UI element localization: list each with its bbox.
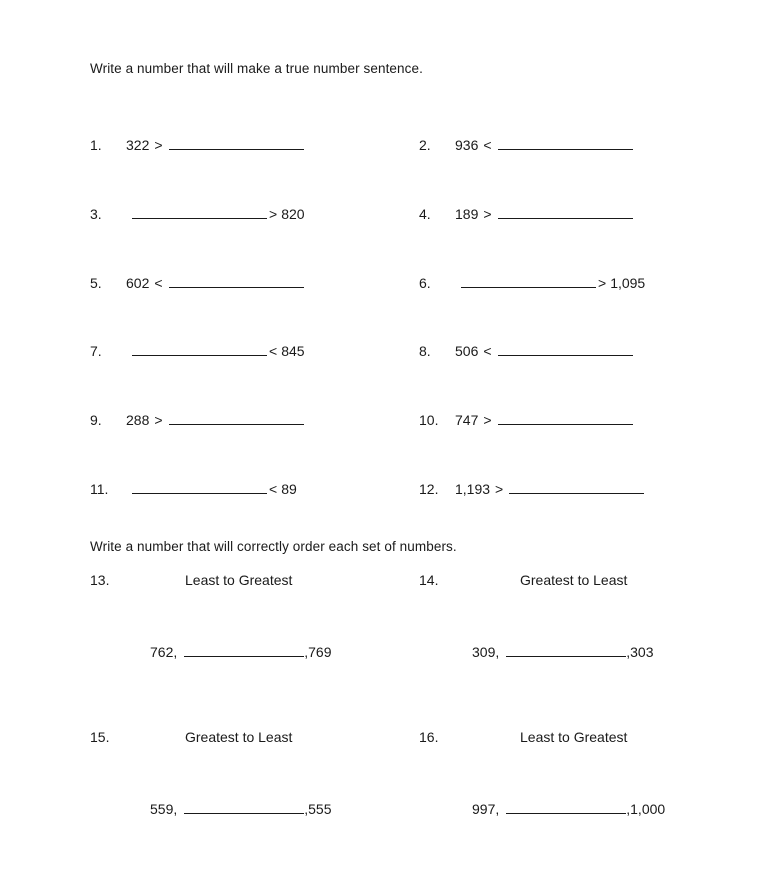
problem-5 xyxy=(90,274,306,291)
order-row xyxy=(0,729,768,886)
answer-blank[interactable] xyxy=(506,800,626,814)
problem-heading xyxy=(90,572,420,596)
answer-blank[interactable] xyxy=(169,411,304,425)
problem-number: 13. xyxy=(90,572,110,588)
problem-expression xyxy=(455,205,635,222)
problem-expression xyxy=(130,205,305,222)
problem-expression xyxy=(126,136,306,153)
answer-blank[interactable] xyxy=(506,643,626,657)
operand-value: 602 xyxy=(126,274,150,291)
answer-blank[interactable] xyxy=(498,205,633,219)
comparison-operator: > xyxy=(598,274,607,291)
order-direction-label: Greatest to Least xyxy=(185,729,293,745)
comparison-operator: < xyxy=(269,343,278,360)
problem-expression xyxy=(126,274,306,291)
problem-number: 3. xyxy=(90,205,102,222)
sequence-last-number: ,303 xyxy=(626,644,654,660)
problem-number: 12. xyxy=(419,480,439,497)
operand-value: 845 xyxy=(281,343,305,360)
problem-number: 6. xyxy=(419,274,431,291)
comparison-operator: > xyxy=(154,412,163,429)
problem-expression xyxy=(455,342,635,359)
problem-heading xyxy=(419,572,749,596)
problem-row xyxy=(0,205,768,274)
answer-blank[interactable] xyxy=(132,480,267,494)
problem-heading xyxy=(419,729,749,753)
sequence-first-number: 309, xyxy=(472,644,500,660)
sequence-last-number: ,769 xyxy=(304,644,332,660)
operand-value: 189 xyxy=(455,205,479,222)
problem-number: 2. xyxy=(419,137,431,153)
order-section-instruction: Write a number that will correctly order each set of numbers. xyxy=(90,539,457,554)
sequence-last-number: ,1,000 xyxy=(626,801,666,817)
comparison-operator: > xyxy=(495,480,504,497)
answer-blank[interactable] xyxy=(509,480,644,494)
number-sequence xyxy=(150,643,332,660)
comparison-operator: > xyxy=(483,412,492,429)
operand-value: 89 xyxy=(281,480,297,497)
comparison-operator: > xyxy=(483,205,492,222)
problem-row xyxy=(0,136,768,205)
problem-11 xyxy=(90,480,297,497)
order-direction-label: Least to Greatest xyxy=(520,729,628,745)
operand-value: 820 xyxy=(281,205,305,222)
problem-number: 1. xyxy=(90,137,102,153)
answer-blank[interactable] xyxy=(132,342,267,356)
sequence-first-number: 762, xyxy=(150,644,178,660)
comparison-operator: > xyxy=(269,205,278,222)
problem-row xyxy=(0,274,768,343)
problem-expression xyxy=(130,342,305,359)
number-sequence xyxy=(472,800,665,817)
problem-16 xyxy=(419,729,749,817)
answer-blank[interactable] xyxy=(169,136,304,150)
problem-expression xyxy=(130,480,297,497)
problem-row xyxy=(0,342,768,411)
problem-expression xyxy=(455,411,635,428)
operand-value: 1,193 xyxy=(455,480,491,497)
problem-13 xyxy=(90,572,420,660)
answer-blank[interactable] xyxy=(498,136,633,150)
problem-2 xyxy=(419,136,635,153)
comparison-problems-grid xyxy=(0,136,768,549)
sequence-last-number: ,555 xyxy=(304,801,332,817)
problem-4 xyxy=(419,205,635,222)
problem-14 xyxy=(419,572,749,660)
problem-12 xyxy=(419,480,646,497)
comparison-operator: > xyxy=(154,137,163,153)
problem-10 xyxy=(419,411,635,428)
sequence-first-number: 997, xyxy=(472,801,500,817)
operand-value: 506 xyxy=(455,343,479,360)
problem-number: 5. xyxy=(90,274,102,291)
problem-expression xyxy=(126,411,306,428)
problem-7 xyxy=(90,342,305,359)
problem-number: 8. xyxy=(419,343,431,360)
compare-section-instruction: Write a number that will make a true number sentence. xyxy=(90,61,423,76)
problem-3 xyxy=(90,205,305,222)
problem-row xyxy=(0,411,768,480)
operand-value: 1,095 xyxy=(610,274,646,291)
problem-expression xyxy=(459,274,645,291)
problem-number: 10. xyxy=(419,412,439,429)
sequence-first-number: 559, xyxy=(150,801,178,817)
problem-15 xyxy=(90,729,420,817)
comparison-operator: < xyxy=(269,480,278,497)
answer-blank[interactable] xyxy=(498,342,633,356)
problem-expression xyxy=(455,136,635,153)
problem-number: 4. xyxy=(419,205,431,222)
problem-1 xyxy=(90,136,306,153)
problem-6 xyxy=(419,274,645,291)
number-sequence xyxy=(472,643,654,660)
operand-value: 322 xyxy=(126,137,150,153)
answer-blank[interactable] xyxy=(184,800,304,814)
problem-9 xyxy=(90,411,306,428)
operand-value: 747 xyxy=(455,412,479,429)
ordering-problems-grid xyxy=(0,572,768,886)
problem-number: 9. xyxy=(90,412,102,429)
order-direction-label: Least to Greatest xyxy=(185,572,293,588)
problem-number: 16. xyxy=(419,729,439,745)
problem-number: 11. xyxy=(90,480,109,497)
problem-number: 7. xyxy=(90,343,102,360)
problem-number: 15. xyxy=(90,729,110,745)
problem-8 xyxy=(419,342,635,359)
comparison-operator: < xyxy=(483,343,492,360)
order-direction-label: Greatest to Least xyxy=(520,572,628,588)
problem-expression xyxy=(455,480,646,497)
answer-blank[interactable] xyxy=(498,411,633,425)
answer-blank[interactable] xyxy=(461,274,596,288)
operand-value: 936 xyxy=(455,137,479,153)
comparison-operator: < xyxy=(483,137,492,153)
number-sequence xyxy=(150,800,332,817)
problem-heading xyxy=(90,729,420,753)
comparison-operator: < xyxy=(154,274,163,291)
answer-blank[interactable] xyxy=(169,274,304,288)
problem-number: 14. xyxy=(419,572,439,588)
order-row xyxy=(0,572,768,729)
answer-blank[interactable] xyxy=(184,643,304,657)
operand-value: 288 xyxy=(126,412,150,429)
answer-blank[interactable] xyxy=(132,205,267,219)
